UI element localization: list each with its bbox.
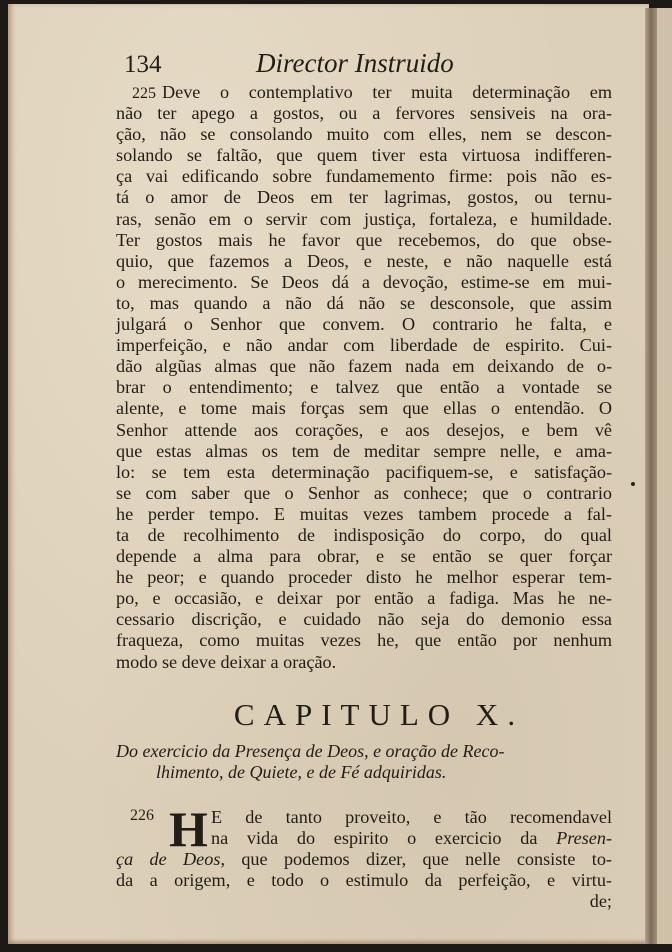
- paragraph-number: 226: [130, 806, 154, 824]
- text-line: ça de Deos, que podemos dizer, que nelle consiste to-: [116, 848, 612, 869]
- text-line: brar o entendimento; e talvez que então a vontade se: [116, 377, 612, 398]
- text-line: he peor; e quando proceder disto he melhor esperar tem-: [116, 567, 612, 588]
- adjacent-page-edge: [657, 8, 672, 944]
- paragraph-number: 225: [132, 85, 156, 102]
- text-line: he perder tempo. E muitas vezes tambem procede a fal-: [116, 503, 612, 524]
- text-line: fraqueza, como muitas vezes he, que então por nenhum: [116, 630, 612, 651]
- text-line: não ter apego a gostos, ou a fervores sensiveis na ora-: [116, 103, 612, 124]
- text-line: tá o amor de Deos em ter lagrimas, gostos, ou ternu-: [116, 187, 612, 208]
- chapter-subtitle: [116, 741, 612, 783]
- text-line: que estas almas os tem de meditar sempre nelle, e ama-: [116, 440, 612, 461]
- page-number: 134: [124, 51, 162, 78]
- text-line: ras, senão em o servir com justiça, fortaleza, e humildade.: [116, 208, 612, 229]
- text-line: ta de recolhimento de indisposição do corpo, do qual: [116, 524, 612, 545]
- drop-cap: H: [169, 800, 208, 857]
- text-line: ção, não se consolando muito com elles, nem se descon-: [116, 124, 612, 145]
- text-line: lo: se tem esta determinação pacifiquem-se, e satisfação-: [116, 461, 612, 482]
- text-line: quio, que fazemos a Deos, e neste, e não naquelle está: [116, 250, 612, 271]
- chapter-subtitle-line: lhimento, de Quiete, e de Fé adquiridas.: [156, 761, 447, 782]
- text-line: Senhor attende aos corações, e aos desejos, e bem vê: [116, 419, 612, 440]
- text-line: depende a alma para obrar, e se então se quer forçar: [116, 546, 612, 567]
- chapter-heading: CAPITULO X.: [233, 696, 525, 732]
- running-head-title: Director Instruido: [256, 48, 454, 78]
- text-line: po, e occasião, e deixar por então a fadiga. Mas he ne-: [116, 588, 612, 609]
- paragraph-226: [116, 800, 612, 912]
- text-line: modo se deve deixar a oração.: [116, 651, 337, 672]
- text-line: julgará o Senhor que convem. O contrario he falta, e: [116, 314, 612, 335]
- text-line: Ter gostos mais he favor que recebemos, do que obse-: [116, 229, 612, 250]
- page-text: [116, 48, 612, 912]
- text-line: alente, e tome mais forças sem que ellas o entendão. O: [116, 398, 612, 419]
- text-line: 225 Deve o contemplativo ter muita determinação em: [132, 82, 612, 102]
- text-line: se com saber que o Senhor as conhece; que o contrario: [116, 482, 612, 503]
- catchword: de;: [589, 891, 612, 911]
- text-line: dão algũas almas que não fazem nada em deixando de o-: [116, 356, 612, 377]
- text-line: solando se faltão, que quem tiver esta virtuosa indifferen-: [116, 145, 612, 166]
- text-line: na vida do espirito o exercicio da Presen-: [211, 827, 612, 848]
- ink-speck: [631, 482, 635, 486]
- chapter-subtitle-line: Do exercicio da Presença de Deos, e oração de Reco-: [116, 740, 505, 761]
- page-gutter: [645, 8, 657, 944]
- text-line: cessario discrição, e cuidado não seja do demonio essa: [116, 609, 612, 630]
- running-head: [124, 48, 612, 82]
- text-line: da a origem, e todo o estimulo da perfeição, e virtu-: [116, 869, 612, 890]
- paragraph-225: [116, 82, 612, 673]
- text-line: ça vai edificando sobre fundamemento firme: pois não es-: [116, 166, 612, 187]
- text-line: E de tanto proveito, e tão recomendavel: [211, 806, 612, 827]
- text-line: o merecimento. Se Deos dá a devoção, estime-se em mui-: [116, 271, 612, 292]
- text-line: to, mas quando a não dá não se desconsole, que assim: [116, 292, 612, 313]
- text-line: imperfeição, e não andar com liberdade de espirito. Cui-: [116, 335, 612, 356]
